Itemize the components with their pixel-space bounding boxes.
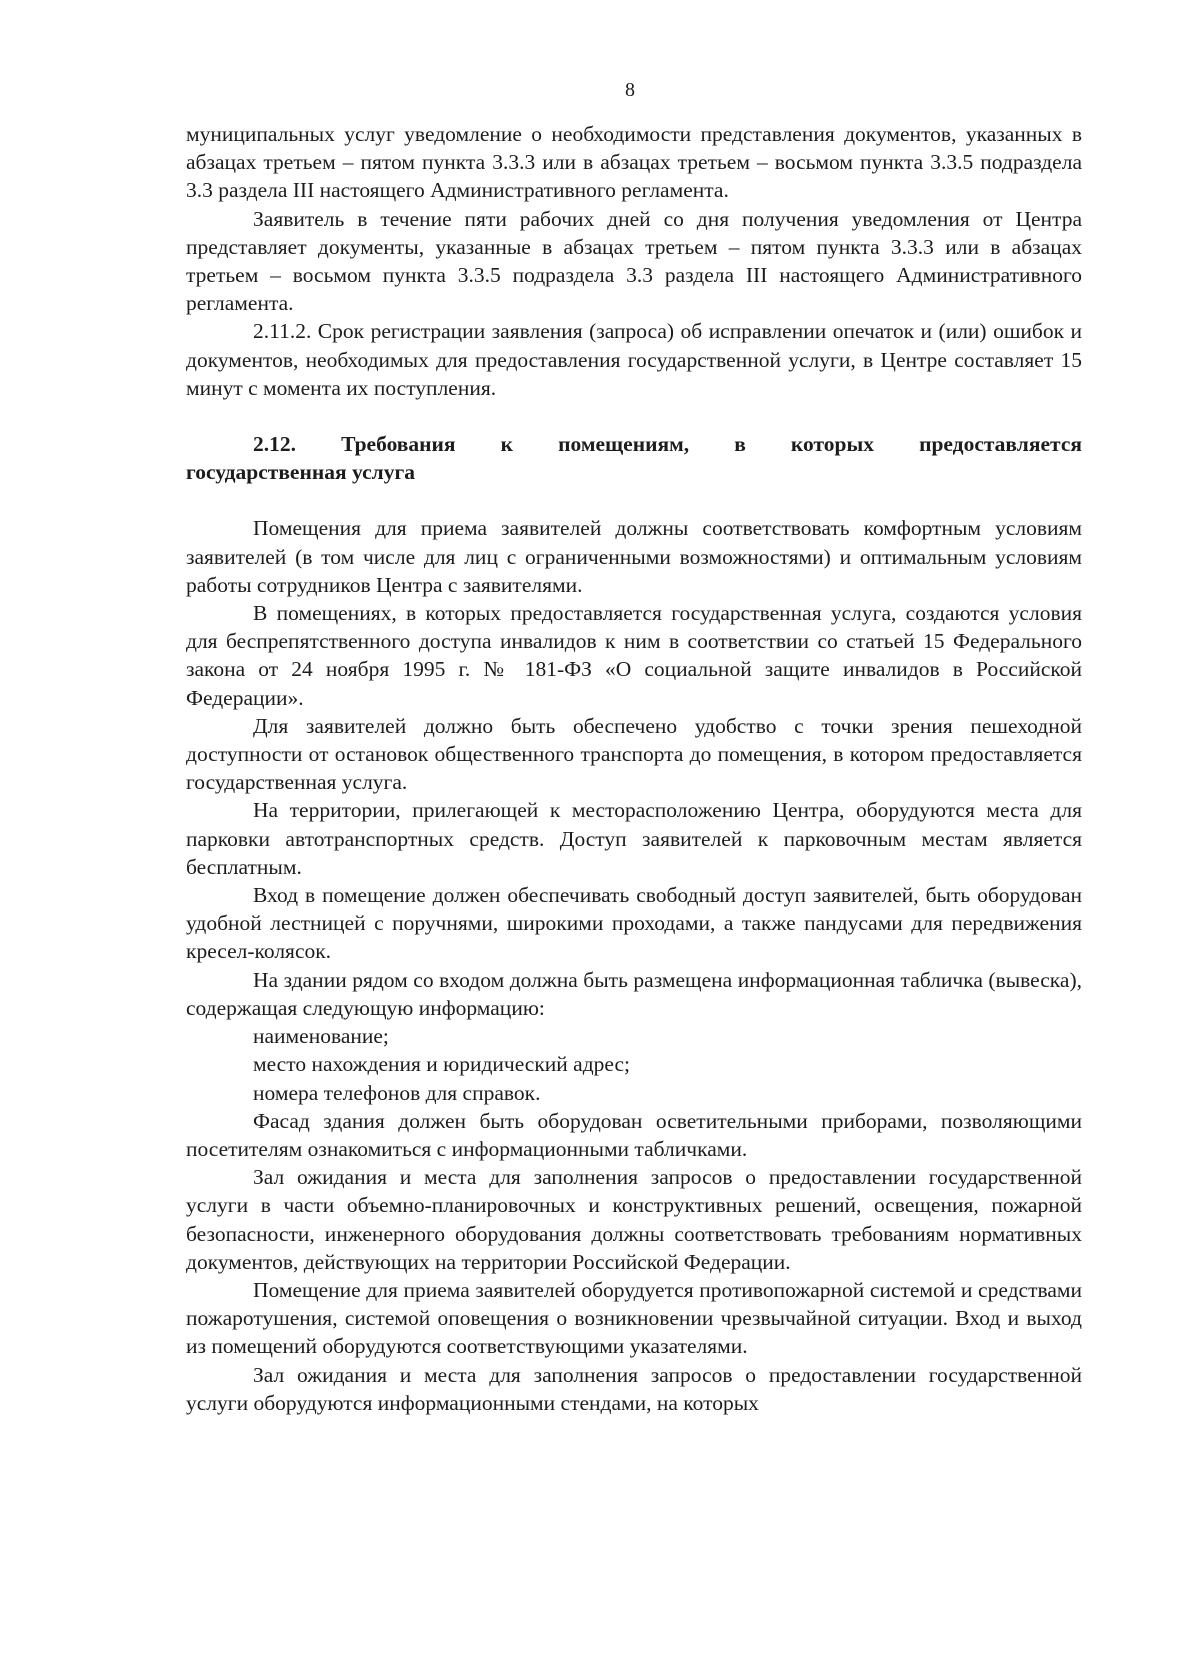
paragraph: Зал ожидания и места для заполнения запросов о предоставлении государственной услуги в части объемно-планировочных и конструктивных решений, освещения, пожарной безопасности, инженерного оборудования должны соответствовать требованиям нормативных документов, действующих на территории Российской Федерации. <box>186 1165 1082 1274</box>
paragraph: Фасад здания должен быть оборудован осветительными приборами, позволяющими посетителям ознакомиться с информационными табличками. <box>186 1108 1082 1161</box>
paragraph: Для заявителей должно быть обеспечено удобство с точки зрения пешеходной доступности от остановок общественного транспорта до помещения, в котором предоставляется государственная услуга. <box>186 713 1082 795</box>
document-body <box>186 120 1082 1417</box>
section-heading-line: 2.12. Требования к помещениям, в которых предоставляется <box>253 432 1082 457</box>
paragraph: 2.11.2. Срок регистрации заявления (запроса) об исправлении опечаток и (или) ошибок и документов, необходимых для предоставления государственной услуги, в Центре составляет 15 минут с момента их поступления. <box>186 319 1082 400</box>
paragraph: муниципальных услуг уведомление о необходимости представления документов, указанных в абзацах третьем – пятом пункта 3.3.3 или в абзацах третьем – восьмом пункта 3.3.5 подраздела 3.3 раздела III настоящего Административного регламента. <box>186 122 1082 203</box>
paragraph: На территории, прилегающей к месторасположению Центра, оборудуются места для парковки автотранспортных средств. Доступ заявителей к парковочным местам является бесплатным. <box>186 798 1082 879</box>
paragraph: В помещениях, в которых предоставляется государственная услуга, создаются условия для беспрепятственного доступа инвалидов к ним в соответствии со статьей 15 Федерального закона от 24 ноября 1995 г. № 181-ФЗ «О социальной защите инвалидов в Российской Федерации». <box>186 601 1082 710</box>
paragraph: Зал ожидания и места для заполнения запросов о предоставлении государственной услуги оборудуются информационными стендами, на которых <box>186 1362 1082 1415</box>
list-item: номера телефонов для справок. <box>253 1080 541 1105</box>
paragraph: Помещения для приема заявителей должны соответствовать комфортным условиям заявителей (в том числе для лиц с ограниченными возможностями) и оптимальным условиям работы сотрудников Центра с заявителями. <box>186 516 1082 597</box>
paragraph: На здании рядом со входом должна быть размещена информационная табличка (вывеска), содержащая следующую информацию: <box>186 967 1082 1020</box>
section-heading <box>186 430 1082 486</box>
paragraph: Заявитель в течение пяти рабочих дней со дня получения уведомления от Центра представляет документы, указанные в абзацах третьем – пятом пункта 3.3.3 или в абзацах третьем – восьмом пункта 3.3.5 подраздела 3.3 раздела III настоящего Административного регламента. <box>186 206 1082 316</box>
section-heading-line: государственная услуга <box>186 460 415 485</box>
list-item: место нахождения и юридический адрес; <box>253 1052 631 1077</box>
page-number: 8 <box>625 79 635 101</box>
paragraph: Помещение для приема заявителей оборудуется противопожарной системой и средствами пожаротушения, системой оповещения о возникновении чрезвычайной ситуации. Вход и выход из помещений оборудуются соответствующими указателями. <box>186 1277 1082 1359</box>
list-item: наименование; <box>253 1024 389 1049</box>
paragraph: Вход в помещение должен обеспечивать свободный доступ заявителей, быть оборудован удобной лестницей с поручнями, широкими проходами, а также пандусами для передвижения кресел-колясок. <box>186 883 1082 964</box>
